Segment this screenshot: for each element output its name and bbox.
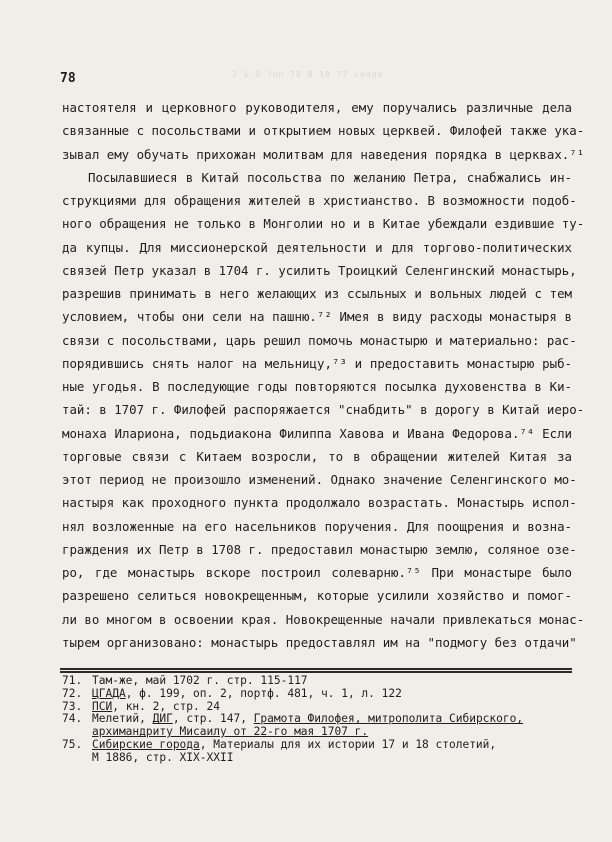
body-line: ро, где монастырь вскоре построил солеварню.⁷⁵ При монастыре было bbox=[62, 565, 572, 580]
body-line: условием, чтобы они сели на пашню.⁷² Имея в виду расходы монастыря в bbox=[62, 309, 572, 325]
footnote-text: , ф. 199, оп. 2, портф. 481, ч. 1, л. 122 bbox=[125, 686, 402, 700]
bleed-through-text: 2 & 9 Jun 78 B 19 77 Ledge bbox=[232, 70, 384, 79]
body-line: зывал ему обучать прихожан молитвам для наведения порядка в церквах.⁷¹ bbox=[62, 146, 585, 162]
body-line: ные угодья. В последующие годы повторяются посылка духовенства в Ки- bbox=[62, 379, 572, 394]
footnote-text: , Материалы для их истории 17 и 18 столетий, bbox=[199, 737, 497, 751]
body-text bbox=[62, 96, 585, 654]
footnote-text: Там-же, май 1702 г. стр. 115-117 bbox=[92, 674, 308, 687]
footnote-divider bbox=[60, 671, 572, 673]
body-line: граждения их Петр в 1708 г. предоставил монастырю землю, соляное озе- bbox=[62, 541, 577, 557]
footnote-source: ПСИ bbox=[92, 699, 113, 713]
footnote-source: ЦГАДА bbox=[92, 686, 126, 700]
body-line: торговые связи с Китаем возросли, то в обращении жителей Китая за bbox=[62, 448, 572, 464]
body-line: ного обращения не только в Монголии но и в Китае убеждали ездившие ту- bbox=[62, 216, 585, 232]
body-line: Посылавшиеся в Китай посольства по желанию Петра, снабжались ин- bbox=[88, 169, 572, 185]
footnote-number: 72. bbox=[62, 686, 83, 700]
body-line: связей Петр указал в 1704 г. усилить Троицкий Селенгинский монастырь, bbox=[62, 262, 577, 278]
footnote-text: Мелетий, bbox=[92, 712, 153, 726]
footnotes bbox=[62, 675, 572, 765]
body-line: настыря как проходного пункта продолжало возрастать. Монастырь испол- bbox=[62, 495, 577, 511]
footnote-continuation: М 1886, стр. XIX-XXII bbox=[92, 750, 234, 764]
body-line: да купцы. Для миссионерской деятельности и для торгово-политических bbox=[62, 239, 572, 255]
body-line: связанные с посольствами и открытием новых церквей. Филофей также ука- bbox=[62, 123, 585, 139]
body-line: тай: в 1707 г. Филофей распоряжается "снабдить" в дорогу в Китай иеро- bbox=[62, 402, 585, 418]
body-line: порядившись снять налог на мельницу,⁷³ и предоставить монастырю рыб- bbox=[62, 355, 572, 371]
body-line: ли во многом в освоении края. Новокрещенные начали привлекаться монас- bbox=[62, 611, 585, 627]
footnote-divider bbox=[60, 668, 572, 670]
body-line: настоятеля и церковного руководителя, ему поручались различные дела bbox=[62, 100, 572, 115]
footnote-number: 74. bbox=[62, 712, 83, 726]
body-line: нял возложенные на его насельников поручения. Для поощрения и возна- bbox=[62, 518, 572, 534]
footnote-text: , кн. 2, стр. 24 bbox=[112, 699, 220, 713]
page-number: 78 bbox=[60, 71, 76, 86]
body-line: разрешено селиться новокрещенным, которые усилили хозяйство и помог- bbox=[62, 588, 572, 604]
body-line: тырем организовано: монастырь предоставлял им на "подмогу без отдачи" bbox=[62, 634, 577, 650]
footnote-number: 73. bbox=[62, 699, 83, 713]
body-line: монаха Илариона, подьдиакона Филиппа Хавова и Ивана Федорова.⁷⁴ Если bbox=[62, 425, 572, 441]
footnote-source: ДИГ bbox=[152, 712, 173, 726]
body-line: разрешив принимать в него желающих из ссыльных и вольных людей с тем bbox=[62, 286, 572, 301]
footnote-source: Грамота Филофея, митрополита Сибирского, bbox=[253, 712, 524, 726]
body-line: струкциями для обращения жителей в христианство. В возможности подоб- bbox=[62, 193, 577, 208]
footnote-75 bbox=[62, 739, 572, 752]
footnote-continuation: архимандриту Мисаилу от 22-го мая 1707 г. bbox=[92, 725, 369, 739]
footnote-number: 75. bbox=[62, 737, 83, 751]
footnote-source: Сибирские города bbox=[92, 737, 200, 751]
footnote-number: 71. bbox=[62, 674, 83, 687]
footnote-text: , стр. 147, bbox=[172, 712, 254, 726]
body-line: связи с посольствами, царь решил помочь монастырю и материально: рас- bbox=[62, 332, 577, 348]
body-line: этот период не произошло изменений. Однако значение Селенгинского мо- bbox=[62, 472, 577, 487]
